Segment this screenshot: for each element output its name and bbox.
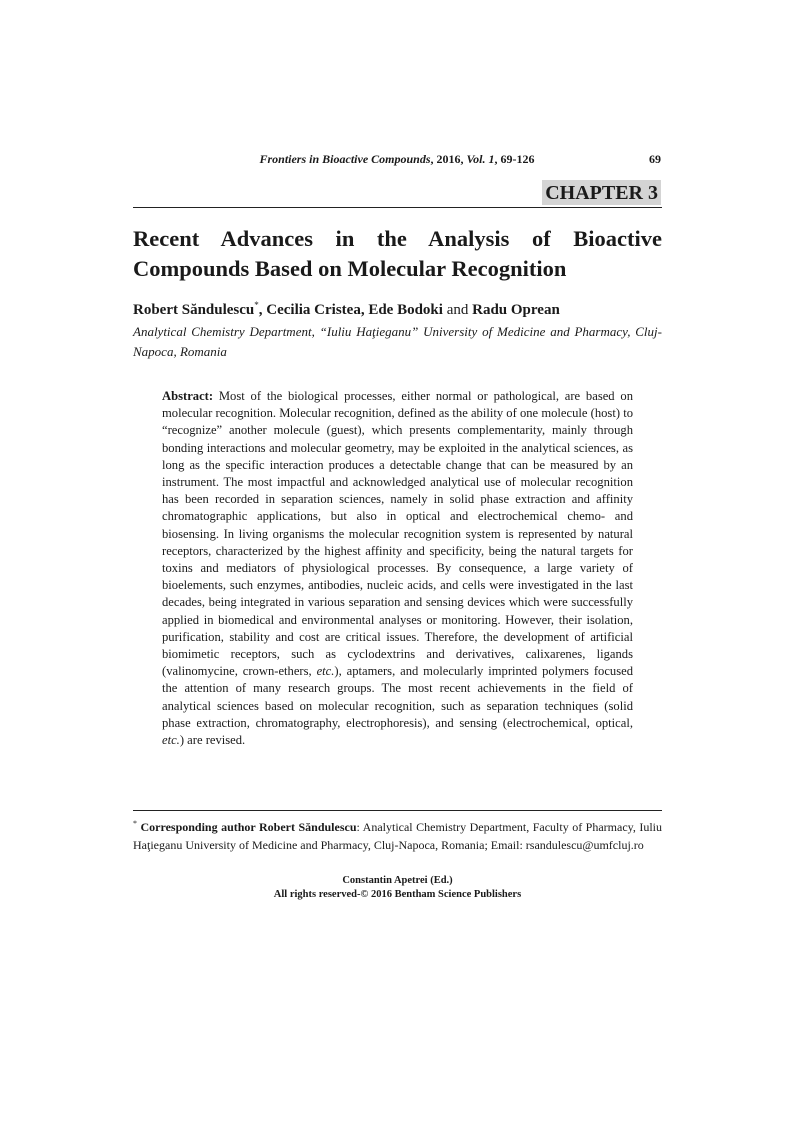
authors-middle: , Cecilia Cristea, Ede Bodoki xyxy=(258,302,443,318)
corresponding-mark: * xyxy=(254,300,259,310)
abstract-etc-1: etc. xyxy=(316,664,335,679)
abstract xyxy=(162,388,633,749)
journal-year: , 2016, xyxy=(430,152,467,166)
abstract-text-3: ) are revised. xyxy=(179,733,246,748)
journal-name: Frontiers in Bioactive Compounds xyxy=(259,152,431,166)
affiliation-line-1: Analytical Chemistry Department, “Iuliu Haţieganu” University of Medicine and Pharmacy, Cluj- xyxy=(133,324,662,339)
authors-and: and xyxy=(442,302,473,318)
author-list xyxy=(133,300,662,319)
author-1: Robert Săndulescu xyxy=(133,302,255,318)
running-head xyxy=(133,152,661,167)
footnote-label: Corresponding author Robert Săndulescu xyxy=(137,820,357,834)
footnote-mark: * xyxy=(133,819,137,828)
abstract-label: Abstract: xyxy=(162,389,214,403)
header-rule xyxy=(133,207,662,208)
footnote-text: : Analytical Chemistry Department, Faculty of Pharmacy, Iuliu Haţieganu University of Medicine and Pharmacy, Cluj-Napoca, Romania; Email: rsandulescu@umfcluj.ro xyxy=(133,820,663,852)
affiliation xyxy=(133,322,662,362)
abstract-text-2: ), aptamers, and molecularly imprinted polymers focused the attention of many research groups. The most recent achievements in the field of analytical sciences based on molecular recognition, such as separation techniques (solid phase extraction, chromatography, electrophoresis), and sensing (electrochemical, optical, xyxy=(162,664,634,730)
journal-volume: Vol. 1 xyxy=(466,152,495,166)
abstract-etc-2: etc. xyxy=(162,733,180,748)
journal-pages: , 69-126 xyxy=(494,152,535,166)
article-title xyxy=(133,224,662,284)
abstract-text-1: Most of the biological processes, either normal or pathological, are based on molecular recognition. Molecular recognition, defined as the ability of one molecule (host) to “recognize” another molecule (guest), which presents complementarity, mainly through bonding interactions and molecular geometry, may be exploited in the analytical sciences, as long as the specific interaction produces a detectable change that can be measured by an instrument. The most impactful and acknowledged analytical use of molecular recognition has been recorded in separation sciences, namely in solid phase extraction and affinity chromatographic applications, but also in optical and electrochemical chemo- and biosensing. In living organisms the molecular recognition system is represented by natural receptors, characterized by the highest affinity and specificity, being the natural targets for toxins and mediators of physiological processes. By consequence, a large variety of bioelements, such enzymes, antibodies, nucleic acids, and cells were investigated in the last decades, being integrated in various separation and sensing devices which were successfully applied in biomedical and environmental analyses or monitoring. However, their isolation, purification, stability and cost are critical issues. Therefore, the development of artificial biomimetic receptors, such as cyclodextrins and derivatives, calixarenes, ligands (valinomycine, crown-ethers, xyxy=(162,389,633,679)
footnote xyxy=(133,815,662,854)
title-line-2: Compounds Based on Molecular Recognition xyxy=(133,256,567,281)
rights-line: All rights reserved-© 2016 Bentham Science Publishers xyxy=(273,889,522,900)
author-4: Radu Oprean xyxy=(472,302,560,318)
affiliation-line-2: Napoca, Romania xyxy=(133,344,227,359)
page-number: 69 xyxy=(649,152,661,166)
chapter-label: CHAPTER 3 xyxy=(542,180,661,205)
editor-line: Constantin Apetrei (Ed.) xyxy=(342,875,453,886)
footnote-rule xyxy=(133,810,662,811)
title-line-1: Recent Advances in the Analysis of Bioactive xyxy=(133,226,662,251)
